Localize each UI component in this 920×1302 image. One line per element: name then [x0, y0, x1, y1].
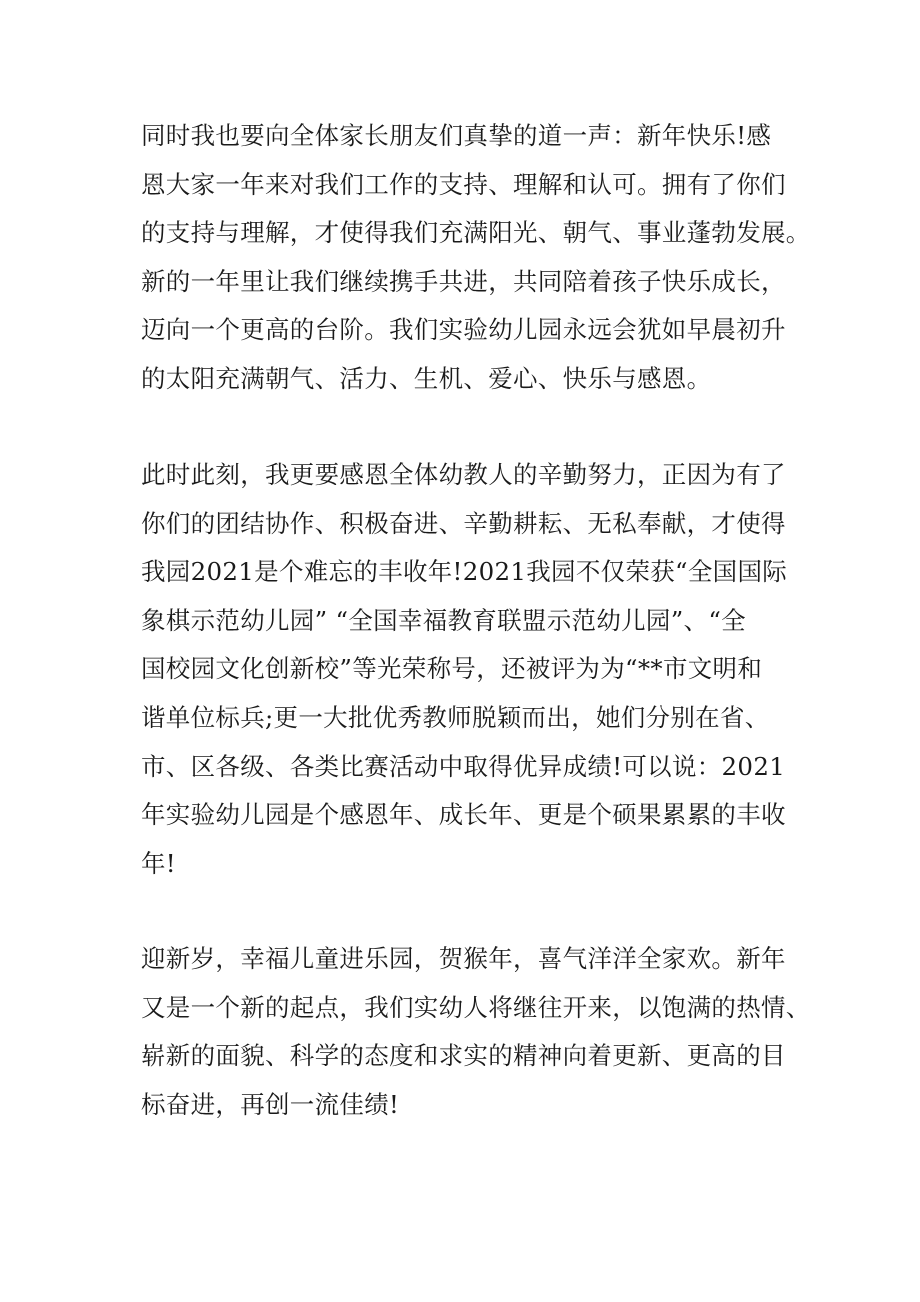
text-line: 恩大家一年来对我们工作的支持、理解和认可。拥有了你们 [141, 169, 786, 199]
text-line: 的太阳充满朝气、活力、生机、爱心、快乐与感恩。 [141, 363, 712, 393]
text-line: 国校园文化创新校”等光荣称号，还被评为为“**市文明和 [141, 654, 763, 684]
paragraph-new-year-wishes [141, 935, 811, 1129]
text-line: 迎新岁，幸福儿童进乐园，贺猴年，喜气洋洋全家欢。新年 [141, 944, 786, 973]
text-line: 又是一个新的起点，我们实幼人将继往开来，以饱满的热情、 [141, 992, 811, 1022]
text-line: 象棋示范幼儿园” “全国幸福教育联盟示范幼儿园”、“全 [141, 605, 746, 635]
text-line: 的支持与理解，才使得我们充满阳光、朝气、事业蓬勃发展。 [141, 218, 811, 248]
text-line: 标奋进，再创一流佳绩! [141, 1089, 400, 1119]
text-line: 年实验幼儿园是个感恩年、成长年、更是个硕果累累的丰收 [141, 800, 786, 830]
text-line: 同时我也要向全体家长朋友们真挚的道一声：新年快乐!感 [141, 121, 772, 150]
text-line: 我园2021是个难忘的丰收年!2021我园不仅荣获“全国国际 [141, 557, 788, 587]
paragraph-gratitude-parents [141, 112, 811, 404]
text-line: 年! [141, 848, 176, 878]
text-line: 新的一年里让我们继续携手共进，共同陪着孩子快乐成长， [141, 266, 786, 296]
text-line: 市、区各级、各类比赛活动中取得优异成绩!可以说：2021 [141, 751, 786, 781]
text-line: 此时此刻，我更要感恩全体幼教人的辛勤努力，正因为有了 [141, 460, 786, 489]
text-line: 崭新的面貌、科学的态度和求实的精神向着更新、更高的目 [141, 1041, 786, 1071]
text-line: 谐单位标兵;更一大批优秀教师脱颖而出，她们分别在省、 [141, 702, 770, 732]
text-line: 迈向一个更高的台阶。我们实验幼儿园永远会犹如早晨初升 [141, 315, 786, 345]
paragraph-gratitude-teachers [141, 451, 791, 888]
text-line: 你们的团结协作、积极奋进、辛勤耕耘、无私奉献，才使得 [141, 508, 786, 538]
